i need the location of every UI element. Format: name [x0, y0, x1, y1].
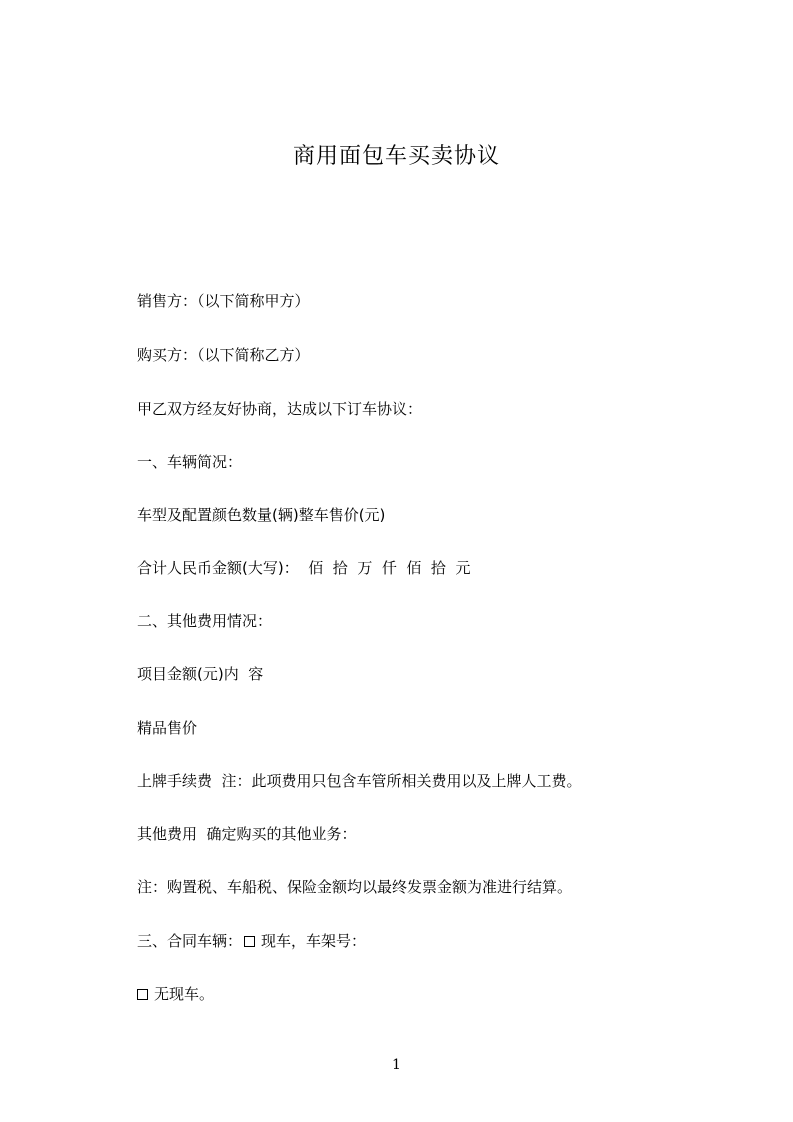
- fees-table-header: 项目金额(元)内 容: [137, 665, 264, 683]
- section-3-prefix: 三、合同车辆：: [137, 932, 243, 950]
- section-3-line: [137, 930, 366, 952]
- page-number: 1: [392, 1057, 401, 1073]
- in-stock-label: 现车，车架号：: [261, 932, 367, 950]
- document-title: 商用面包车买卖协议: [292, 144, 500, 169]
- no-stock-line: [137, 983, 214, 1005]
- total-amount-line: 合计人民币金额(大写)： 佰 拾 万 仟 佰 拾 元: [137, 559, 471, 577]
- intro-line: 甲乙双方经友好协商，达成以下订车协议：: [137, 400, 423, 418]
- in-stock-checkbox[interactable]: [244, 936, 255, 947]
- other-fees-line: 其他费用 确定购买的其他业务：: [137, 825, 357, 843]
- buyer-line: 购买方：（以下简称乙方）: [137, 346, 310, 364]
- no-stock-label: 无现车。: [154, 985, 215, 1003]
- vehicle-table-header: 车型及配置颜色数量(辆)整车售价(元): [137, 506, 386, 524]
- section-2-heading: 二、其他费用情况：: [137, 612, 273, 630]
- accessories-line: 精品售价: [137, 719, 198, 737]
- registration-fee-line: 上牌手续费 注：此项费用只包含车管所相关费用以及上牌人工费。: [137, 772, 582, 790]
- tax-note-line: 注：购置税、车船税、保险金额均以最终发票金额为准进行结算。: [137, 878, 573, 896]
- section-1-heading: 一、车辆简况：: [137, 453, 243, 471]
- no-stock-checkbox[interactable]: [137, 989, 148, 1000]
- seller-line: 销售方：（以下简称甲方）: [137, 292, 310, 310]
